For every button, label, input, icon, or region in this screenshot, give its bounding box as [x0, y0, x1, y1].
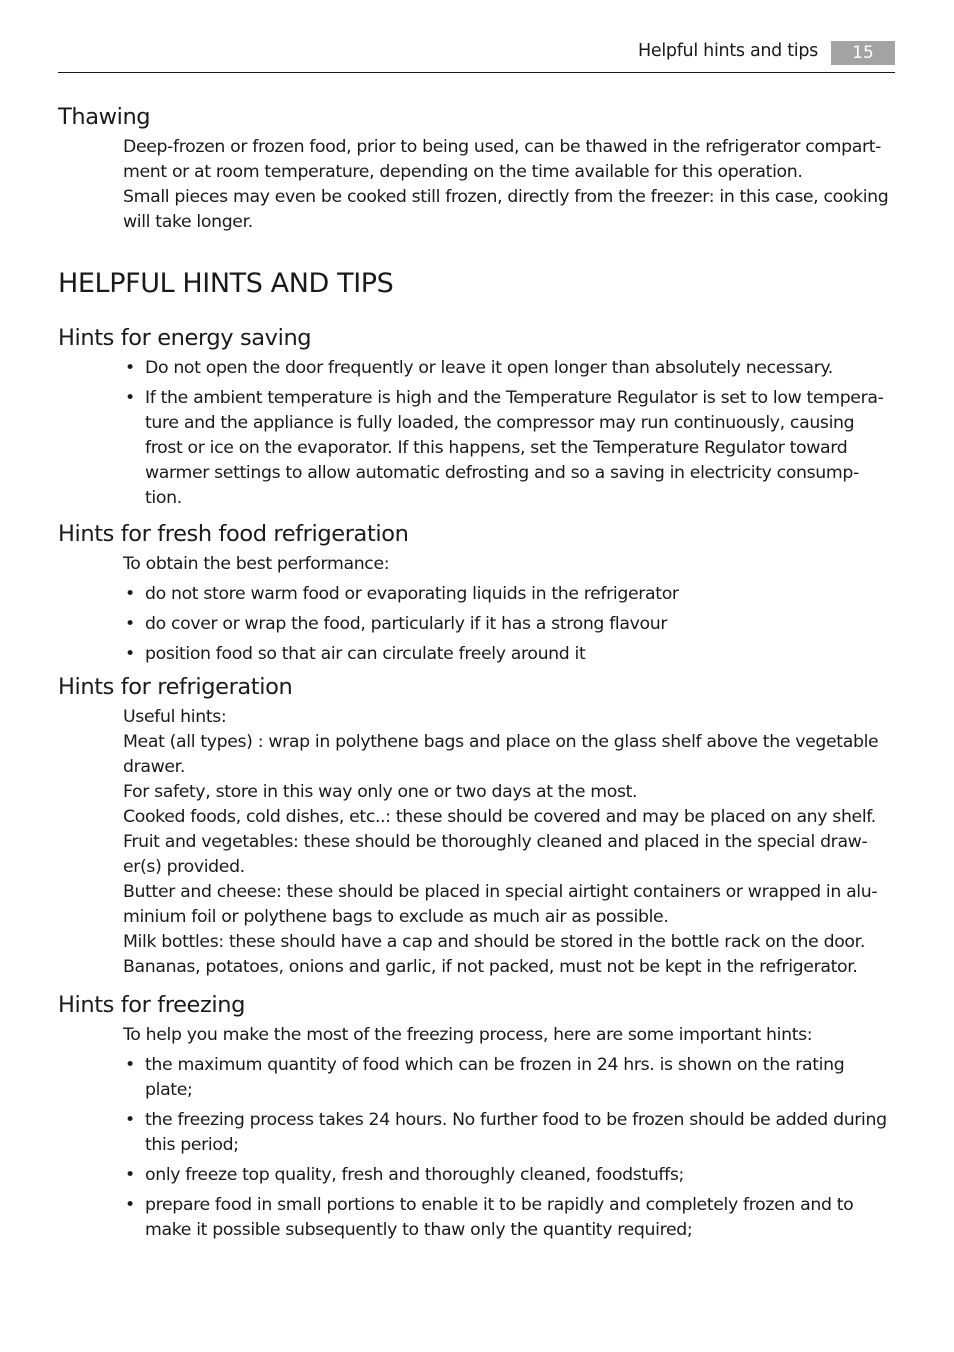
text-line: Fruit and vegetables: these should be thoroughly cleaned and placed in the special draw-: [123, 832, 868, 852]
running-header: [58, 38, 895, 73]
bullet-icon: •: [125, 388, 135, 408]
list-item: [123, 1163, 895, 1188]
page-content: [58, 102, 895, 1248]
text-line: drawer.: [123, 757, 185, 777]
item-line: tion.: [145, 488, 182, 508]
list-item: [123, 642, 895, 667]
list-item: [123, 386, 895, 511]
fresh-intro: To obtain the best performance:: [123, 554, 390, 574]
item-line: only freeze top quality, fresh and thoroughly cleaned, foodstuffs;: [145, 1165, 685, 1185]
thawing-text: [123, 135, 895, 235]
list-item: [123, 356, 895, 381]
freezing-intro: To help you make the most of the freezing process, here are some important hints:: [123, 1025, 813, 1045]
bullet-icon: •: [125, 644, 135, 664]
heading-energy-saving: Hints for energy saving: [58, 325, 312, 351]
fresh-food-list: [123, 582, 895, 667]
text-line: For safety, store in this way only one or two days at the most.: [123, 782, 638, 802]
text-line: Bananas, potatoes, onions and garlic, if not packed, must not be kept in the refrigerator.: [123, 957, 858, 977]
energy-saving-list: [123, 356, 895, 511]
item-line: the maximum quantity of food which can be frozen in 24 hrs. is shown on the rating: [145, 1055, 845, 1075]
item-line: do cover or wrap the food, particularly if it has a strong flavour: [145, 614, 668, 634]
list-item: [123, 1108, 895, 1158]
item-line: the freezing process takes 24 hours. No further food to be frozen should be added during: [145, 1110, 887, 1130]
item-line: this period;: [145, 1135, 239, 1155]
heading-thawing: Thawing: [58, 104, 151, 130]
item-line: position food so that air can circulate freely around it: [145, 644, 586, 664]
bullet-icon: •: [125, 584, 135, 604]
text-line: Deep-frozen or frozen food, prior to being used, can be thawed in the refrigerator compart-: [123, 137, 882, 157]
list-item: [123, 582, 895, 607]
text-line: Cooked foods, cold dishes, etc..: these should be covered and may be placed on any shelf.: [123, 807, 876, 827]
text-line: er(s) provided.: [123, 857, 245, 877]
item-line: Do not open the door frequently or leave it open longer than absolutely necessary.: [145, 358, 833, 378]
freezing-list: [123, 1053, 895, 1243]
bullet-icon: •: [125, 1110, 135, 1130]
text-line: minium foil or polythene bags to exclude as much air as possible.: [123, 907, 669, 927]
bullet-icon: •: [125, 358, 135, 378]
text-line: Useful hints:: [123, 707, 227, 727]
text-line: Butter and cheese: these should be placed in special airtight containers or wrapped in alu-: [123, 882, 878, 902]
item-line: frost or ice on the evaporator. If this happens, set the Temperature Regulator toward: [145, 438, 848, 458]
text-line: Small pieces may even be cooked still frozen, directly from the freezer: in this case, cooking: [123, 187, 889, 207]
heading-freezing: Hints for freezing: [58, 992, 245, 1018]
heading-fresh-food: Hints for fresh food refrigeration: [58, 521, 409, 547]
section-title: HELPFUL HINTS AND TIPS: [58, 268, 394, 299]
bullet-icon: •: [125, 1165, 135, 1185]
bullet-icon: •: [125, 1195, 135, 1215]
page-number: 15: [831, 41, 895, 65]
bullet-icon: •: [125, 614, 135, 634]
item-line: do not store warm food or evaporating liquids in the refrigerator: [145, 584, 679, 604]
list-item: [123, 612, 895, 637]
item-line: make it possible subsequently to thaw only the quantity required;: [145, 1220, 693, 1240]
heading-refrigeration: Hints for refrigeration: [58, 674, 293, 700]
item-line: prepare food in small portions to enable it to be rapidly and completely frozen and to: [145, 1195, 854, 1215]
item-line: If the ambient temperature is high and the Temperature Regulator is set to low tempera-: [145, 388, 884, 408]
list-item: [123, 1193, 895, 1243]
text-line: will take longer.: [123, 212, 253, 232]
text-line: Meat (all types) : wrap in polythene bags and place on the glass shelf above the vegetable: [123, 732, 879, 752]
item-line: warmer settings to allow automatic defrosting and so a saving in electricity consump-: [145, 463, 859, 483]
item-line: plate;: [145, 1080, 193, 1100]
running-header-title: Helpful hints and tips: [638, 41, 818, 61]
text-line: Milk bottles: these should have a cap and should be stored in the bottle rack on the door.: [123, 932, 865, 952]
item-line: ture and the appliance is fully loaded, the compressor may run continuously, causing: [145, 413, 855, 433]
bullet-icon: •: [125, 1055, 135, 1075]
refrigeration-text: [123, 705, 895, 980]
list-item: [123, 1053, 895, 1103]
text-line: ment or at room temperature, depending on the time available for this operation.: [123, 162, 803, 182]
